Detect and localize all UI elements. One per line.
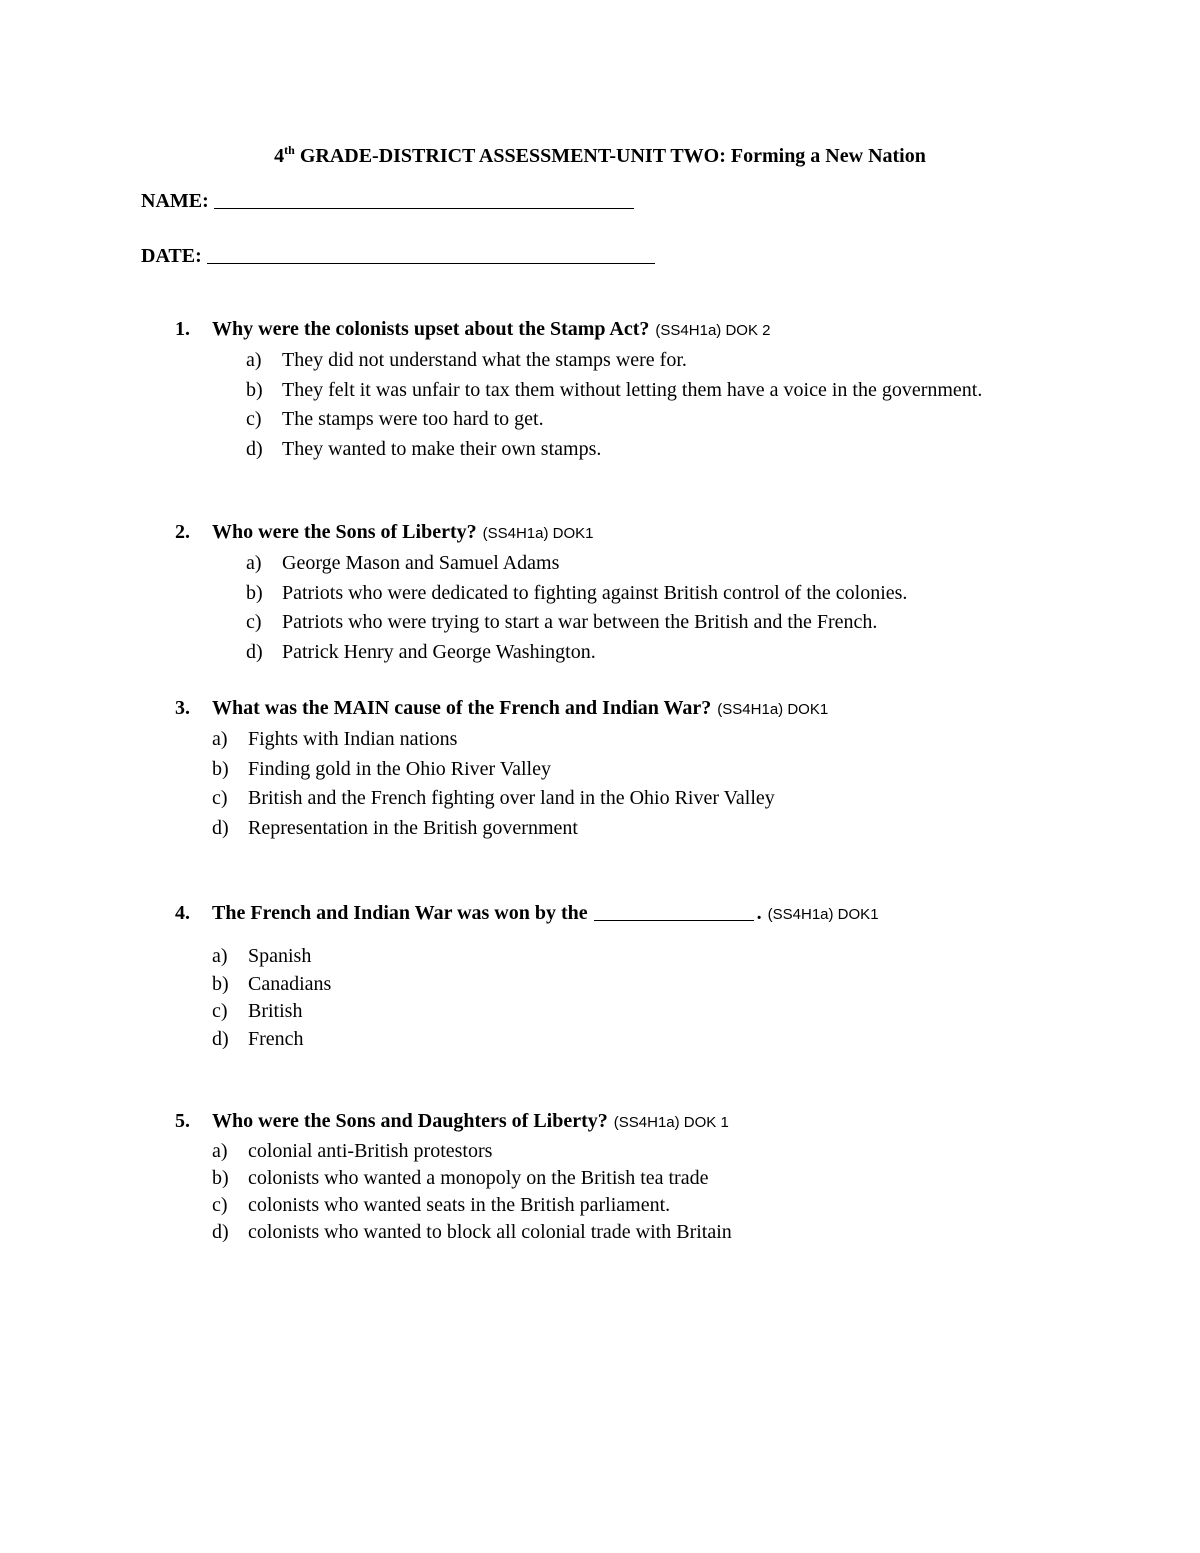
standard-tag: (SS4H1a) DOK1 [767,906,879,923]
choice-letter: b) [212,972,229,995]
answer-choice[interactable] [212,1219,1165,1246]
question-number: 1. [175,318,190,340]
choice-letter: d) [212,1027,229,1050]
question-stem [175,898,1165,930]
choice-letter: c) [246,611,262,633]
choice-letter: a) [246,552,262,574]
choice-text: Patrick Henry and George Washington. [282,640,596,663]
answer-choice[interactable] [212,1165,1165,1192]
answer-choice[interactable] [212,1138,1165,1165]
choice-text: They did not understand what the stamps were for. [282,349,687,371]
choice-text: colonists who wanted to block all colonial trade with Britain [248,1221,732,1243]
question-stem [175,314,1165,346]
choice-letter: a) [246,349,262,371]
question-number: 3. [175,697,190,719]
name-blank[interactable] [214,188,634,209]
answer-choice[interactable] [212,943,1165,971]
question-3 [175,693,1165,843]
choice-letter: a) [212,1140,228,1162]
choice-letter: a) [212,728,228,750]
answer-choices [246,346,1165,464]
question-number: 2. [175,521,190,543]
answer-choice[interactable] [212,1192,1165,1219]
answer-choice[interactable] [212,1026,1165,1054]
choice-text: Canadians [248,972,332,995]
name-field [141,187,634,215]
answer-choice[interactable] [246,549,1165,579]
standard-tag: (SS4H1a) DOK1 [717,701,829,718]
choice-text: The stamps were too hard to get. [282,408,544,430]
choice-letter: d) [246,640,263,663]
choice-text: Representation in the British government [248,816,578,839]
question-1 [175,314,1165,464]
choice-letter: b) [246,581,263,604]
choice-text: colonial anti-British protestors [248,1140,493,1162]
choice-text: They felt it was unfair to tax them without letting them have a voice in the government. [282,378,983,401]
choice-text: British [248,1000,303,1022]
choice-text: colonists who wanted seats in the British parliament. [248,1194,671,1216]
answer-choices [246,549,1165,667]
date-label: DATE: [141,245,202,267]
choice-letter: c) [212,1194,228,1216]
choice-letter: c) [246,408,262,430]
page-title [0,142,1200,170]
answer-choice[interactable] [212,971,1165,999]
choice-letter: b) [246,378,263,401]
grade-suffix: th [284,143,295,157]
answer-choice[interactable] [212,725,1165,755]
standard-tag: (SS4H1a) DOK 1 [613,1114,729,1131]
choice-text: Fights with Indian nations [248,728,458,750]
question-text: What was the MAIN cause of the French and Indian War? [212,697,712,719]
question-text: Who were the Sons of Liberty? [212,521,477,543]
answer-choice[interactable] [212,814,1165,844]
date-field [141,242,655,270]
fill-in-blank [594,900,754,921]
question-number: 5. [175,1110,190,1132]
answer-choice[interactable] [246,435,1022,465]
question-5 [175,1106,1165,1246]
date-blank[interactable] [207,243,655,264]
choice-letter: b) [212,757,229,780]
choice-letter: c) [212,787,228,809]
choice-letter: a) [212,945,228,967]
standard-tag: (SS4H1a) DOK 2 [655,322,771,339]
grade-number: 4 [274,145,285,167]
question-text: The French and Indian War was won by the [212,902,588,924]
question-2 [175,517,1165,667]
answer-choice[interactable] [246,376,1022,406]
question-stem [175,693,1165,725]
choice-letter: b) [212,1167,229,1189]
question-number: 4. [175,902,190,924]
answer-choice[interactable] [246,346,1022,376]
answer-choice[interactable] [246,405,1022,435]
answer-choice[interactable] [246,638,1165,668]
name-label: NAME: [141,190,209,212]
answer-choices [212,725,1165,843]
title-text: GRADE-DISTRICT ASSESSMENT-UNIT TWO: Forming a New Nation [294,145,926,167]
standard-tag: (SS4H1a) DOK1 [482,525,594,542]
answer-choice[interactable] [246,608,1165,638]
answer-choice[interactable] [212,755,1165,785]
question-4 [175,898,1165,1053]
question-text: Who were the Sons and Daughters of Liberty? [212,1110,608,1132]
answer-choices [212,943,1165,1053]
choice-letter: d) [246,437,263,460]
answer-choices [212,1138,1165,1246]
question-text: Why were the colonists upset about the Stamp Act? [212,318,650,340]
choice-text: Patriots who were trying to start a war between the British and the French. [282,611,878,633]
choice-text: Patriots who were dedicated to fighting against British control of the colonies. [282,581,908,604]
choice-text: French [248,1027,304,1050]
choice-text: Spanish [248,945,312,967]
choice-text: They wanted to make their own stamps. [282,437,602,460]
question-stem [175,1106,1165,1138]
question-stem [175,517,1165,549]
choice-letter: c) [212,1000,228,1022]
choice-text: colonists who wanted a monopoly on the British tea trade [248,1167,709,1189]
choice-text: George Mason and Samuel Adams [282,552,560,574]
choice-text: British and the French fighting over land in the Ohio River Valley [248,787,775,809]
choice-letter: d) [212,816,229,839]
answer-choice[interactable] [246,579,1165,609]
answer-choice[interactable] [212,998,1165,1026]
answer-choice[interactable] [212,784,1165,814]
choice-text: Finding gold in the Ohio River Valley [248,757,551,780]
question-tail: . [756,902,762,924]
choice-letter: d) [212,1221,229,1243]
